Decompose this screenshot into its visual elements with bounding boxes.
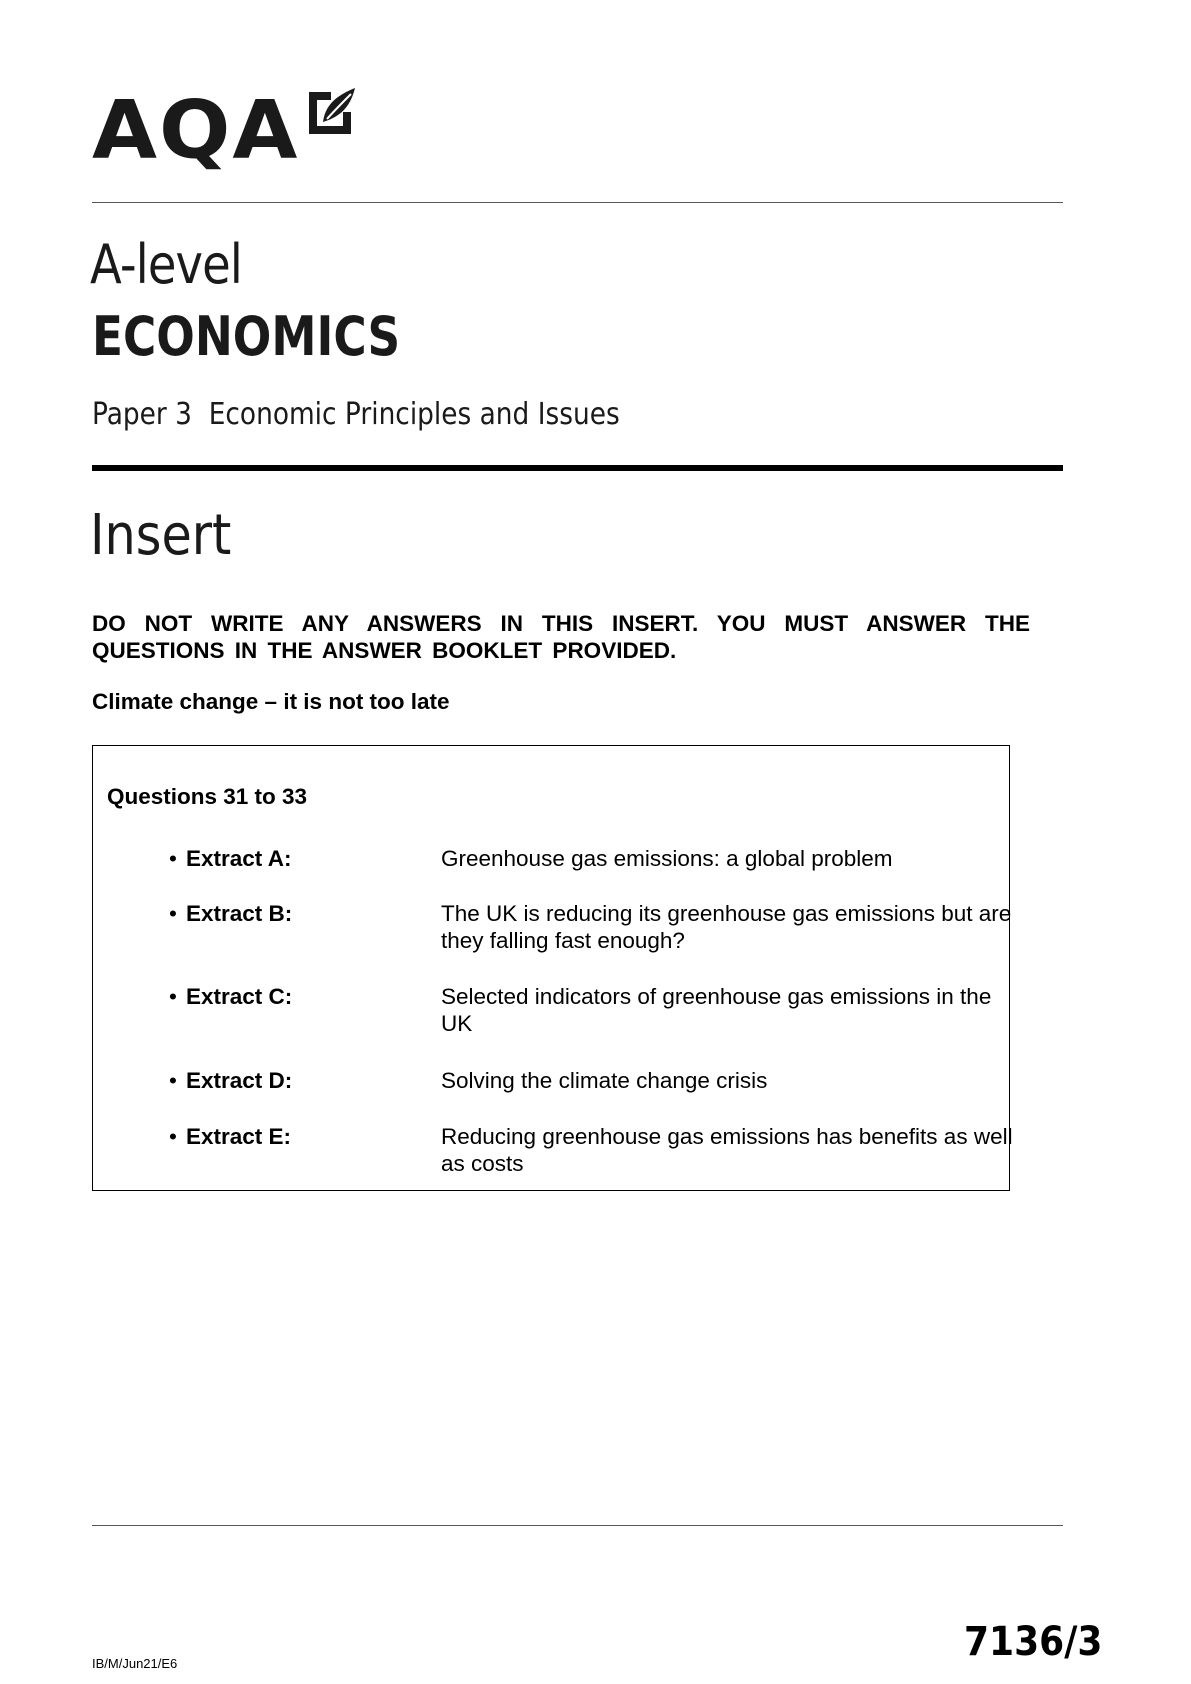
bullet: • [169,1124,177,1149]
insert-title: Insert [90,503,232,568]
paper-title: Paper 3 Economic Principles and Issues [92,397,620,432]
extract-label: Extract C: [186,984,293,1009]
footer-divider [92,1525,1063,1526]
header-divider [92,202,1063,203]
extract-title: Reducing greenhouse gas emissions has benefits as well as costs [441,1124,1013,1176]
extract-label: Extract A: [186,846,292,871]
extract-title: The UK is reducing its greenhouse gas emissions but are they falling fast enough? [441,901,1012,953]
bullet: • [169,984,177,1009]
extract-title: Selected indicators of greenhouse gas emissions in the UK [441,984,992,1036]
extract-label: Extract B: [186,901,293,926]
title-divider [92,465,1063,471]
leaf-icon [305,86,357,140]
questions-heading: Questions 31 to 33 [107,784,308,809]
document-reference: IB/M/Jun21/E6 [92,1656,178,1671]
extract-list-box [92,745,1013,1191]
qualification-level: A-level [90,233,242,296]
extract-label: Extract D: [186,1068,293,1093]
bullet: • [169,846,177,871]
extract-title: Greenhouse gas emissions: a global problem [441,846,893,871]
subject-title: ECONOMICS [92,305,401,368]
aqa-logo [92,83,352,185]
logo-text: AQA [92,83,300,177]
bullet: • [169,1068,177,1093]
paper-code: 7136/3 [964,1619,1103,1665]
extract-title: Solving the climate change crisis [441,1068,768,1093]
context-title: Climate change – it is not too late [92,689,450,714]
extract-label: Extract E: [186,1124,292,1149]
answer-warning: DO NOT WRITE ANY ANSWERS IN THIS INSERT. YOU MUST ANSWER THE QUESTIONS IN THE ANSWER BOOKLET PROVIDED. [92,611,1030,663]
bullet: • [169,901,177,926]
